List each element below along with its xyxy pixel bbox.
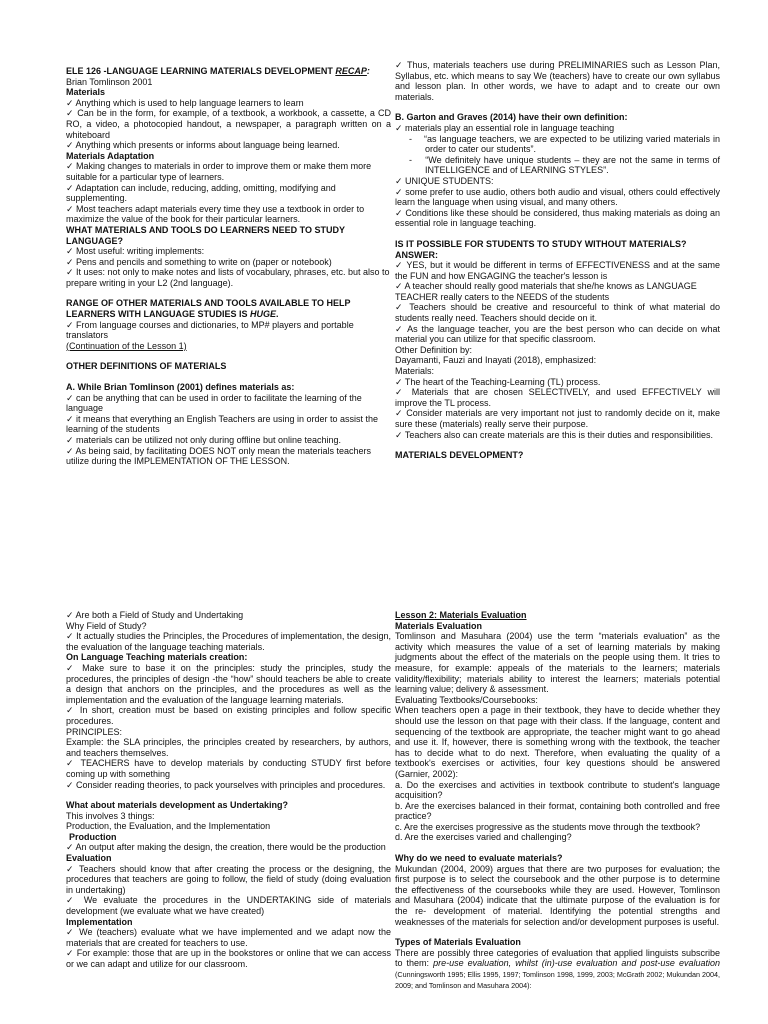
- bullet: ✓ Are both a Field of Study and Undertaking: [66, 610, 244, 620]
- bullet: ✓ Pens and pencils and something to write on (paper or notebook): [66, 256, 332, 267]
- range-heading-end: .: [276, 309, 279, 320]
- paragraph: Mukundan (2004, 2009) argues that there are two purposes for evaluation; the first purpose is to select the coursebook and the other purpose is to determine the effectiveness of the coursebooks while they are used. However, Tomlinson and Masuhara (2004) indicate that the ultimate purpose of the evaluation is for the re- development of material. Identifying the potential strengths and weaknesses of the materials for selection and/or development purposes is useful.: [395, 863, 720, 927]
- dash-item: - “as language teachers, we are expected to be utilizing varied materials in order to cater our students”.: [409, 133, 721, 155]
- bullet: ✓ A teacher should really good materials that she/he knows as LANGUAGE TEACHER really caters to the NEEDS of the students: [395, 281, 697, 302]
- column-top-left: [66, 66, 391, 467]
- subheading-production: Production: [69, 831, 117, 842]
- bullet: ✓ It actually studies the Principles, the Procedures of implementation, the design, the evaluation of the language teaching materials.: [66, 631, 391, 652]
- section-heading-tools: WHAT MATERIALS AND TOOLS DO LEARNERS NEED TO STUDY LANGUAGE?: [66, 224, 345, 246]
- bullet: ✓ Teachers should be creative and resourceful to think of what material do students really need. Teachers should decide on it.: [395, 302, 720, 324]
- section-heading-question: IS IT POSSIBLE FOR STUDENTS TO STUDY WITHOUT MATERIALS?: [395, 238, 687, 249]
- subsection-heading-garton: B. Garton and Graves (2014) have their own definition:: [395, 112, 628, 123]
- bullet: ✓ We (teachers) evaluate what we have implemented and we adapt now the materials that are created for teachers to use.: [66, 927, 391, 948]
- bullet: ✓ For example: those that are up in the bookstores or online that we can access or we can adapt and utilize for our classroom.: [66, 948, 391, 969]
- bullet: ✓ Teachers also can create materials are this is their duties and responsibilities.: [395, 429, 714, 440]
- bullet: ✓ Make sure to base it on the principles: study the principles, study the procedures, the principles of design -the “how” should teachers be able to create a design that anchors on the principles, and the procedures as well as the implementation and the evaluation of the language learning materials.: [66, 662, 391, 705]
- dash-item: - “We definitely have unique students – they are not the same in terms of INTELLIGENCE and of LEARNING STYLES”.: [409, 154, 720, 176]
- bullet: ✓ Most teachers adapt materials every time they use a textbook in order to maximize the value of the book for their particular learners.: [66, 203, 365, 225]
- text-line: Dayamanti, Fauzi and Inayati (2018), emphasized:: [395, 355, 597, 366]
- paragraph: [395, 948, 720, 990]
- section-heading-adaptation: Materials Adaptation: [66, 150, 155, 161]
- bullet: ✓ As being said, by facilitating DOES NOT only mean the materials teachers utilize during the IMPLEMENTATION OF THE LESSON.: [66, 445, 372, 467]
- types-text: There are possibly three categories of evaluation that applied linguists subscribe to them:: [395, 947, 720, 969]
- paragraph: When teachers open a page in their textbook, they have to decide whether they should use the lesson on that page with their class. If the language, content and sequencing of the textbook are appropriate, the teacher might want to go ahead and use it. If, however, there is something wrong with the textbook, the teacher has to decide what to do next. Therefore, when evaluating the quality of a textbook's exercises or activities, four key questions should be answered (Garnier, 2002):: [395, 705, 720, 779]
- subheading-evaluation: Evaluation: [66, 853, 112, 864]
- bullet: ✓ YES, but it would be different in terms of EFFECTIVENESS and at the same the FUN and how ENGAGING the teacher's lesson is: [395, 260, 720, 281]
- title-text: ELE 126 -LANGUAGE LEARNING MATERIALS DEVELOPMENT: [66, 66, 336, 76]
- bullet: ✓ materials can be utilized not only during offline but online teaching.: [66, 435, 342, 445]
- range-heading-text: RANGE OF OTHER MATERIALS AND TOOLS AVAILABLE TO HELP LEARNERS WITH LANGUAGE STUDIES IS: [66, 298, 351, 320]
- text-line: Production, the Evaluation, and the Implementation: [66, 821, 271, 832]
- continuation-note: (Continuation of the Lesson 1): [66, 340, 187, 351]
- author-line: Brian Tomlinson 2001: [66, 76, 153, 87]
- text-line: Materials:: [395, 366, 435, 377]
- bullet: ✓ Conditions like these should be considered, thus making materials as doing an essential role in language teaching.: [395, 207, 720, 229]
- bullet: ✓ some prefer to use audio, others both audio and visual, others could effectively learn the language when using visual, and many others.: [395, 186, 720, 208]
- bullet: ✓ As the language teacher, you are the best person who can decide on what material you can utilize for that specific classroom.: [395, 323, 720, 345]
- column-bottom-left: [66, 610, 391, 970]
- text-line: PRINCIPLES:: [66, 726, 123, 737]
- text-line: Evaluating Textbooks/Coursebooks:: [395, 694, 538, 705]
- bullet: ✓ Can be in the form, for example, of a textbook, a workbook, a cassette, a CD RO, a video, a photocopied handout, a newspaper, a paragraph written on a whiteboard: [66, 108, 391, 140]
- types-citations: (Cunningsworth 1995; Ellis 1995, 1997; Tomlinson 1998, 1999, 2003; McGrath 2002; Mukundan 2004, 2009; and Tomlinson and Masuhara 2004):: [395, 970, 720, 990]
- bullet: ✓ It uses: not only to make notes and lists of vocabulary, phrases, etc. but also to prepare writing in your L2 (2nd language).: [66, 267, 390, 288]
- question-item: d. Are the exercises varied and challenging?: [395, 832, 572, 843]
- question-item: b. Are the exercises balanced in their format, containing both controlled and free practice?: [395, 800, 720, 822]
- section-heading-other-definitions: OTHER DEFINITIONS OF MATERIALS: [66, 361, 227, 372]
- subheading-implementation: Implementation: [66, 916, 133, 927]
- bullet: ✓ The heart of the Teaching-Learning (TL) process.: [395, 376, 601, 387]
- bullet: ✓ In short, creation must be based on existing principles and follow specific procedures.: [66, 705, 391, 726]
- bullet: ✓ Teachers should know that after creating the process or the designing, the procedures that teachers are going to follow, the field of study (doing evaluation in undertaking): [66, 863, 391, 895]
- range-heading-huge: HUGE: [250, 309, 277, 320]
- answer-label: ANSWER:: [395, 249, 438, 260]
- bullet: ✓ Most useful: writing implements:: [66, 246, 205, 257]
- subsection-heading-tomlinson: A. While Brian Tomlinson (2001) defines materials as:: [66, 382, 295, 393]
- types-italic: pre-use evaluation, whilst (in)-use evaluation and post-use evaluation: [433, 958, 720, 969]
- section-heading-undertaking: What about materials development as Undertaking?: [66, 800, 289, 811]
- section-heading-materials-development: MATERIALS DEVELOPMENT?: [395, 450, 524, 461]
- text-line: This involves 3 things:: [66, 810, 155, 821]
- bullet: ✓ materials play an essential role in language teaching: [395, 122, 615, 133]
- section-heading-materials: Materials: [66, 87, 106, 98]
- section-heading-types: Types of Materials Evaluation: [395, 937, 521, 948]
- bullet: ✓ Thus, materials teachers use during PRELIMINARIES such as Lesson Plan, Syllabus, etc. which means to say We (teachers) have to create our own syllabus and lesson plan. In other words, we have to adapt and to create our own materials.: [395, 60, 720, 102]
- section-heading-why-evaluate: Why do we need to evaluate materials?: [395, 853, 563, 864]
- question-item: a. Do the exercises and activities in textbook contribute to student's language acquisition?: [395, 779, 720, 801]
- question-item: c. Are the exercises progressive as the students move through the textbook?: [395, 821, 701, 832]
- bullet: ✓ can be anything that can be used in order to facilitate the learning of the language: [66, 392, 362, 414]
- dash-item-text: “We definitely have unique students – they are not the same in terms of INTELLIGENCE and of LEARNING STYLES”.: [425, 154, 720, 176]
- bullet: ✓ Consider materials are very important not just to randomly decide on it, make sure these (materials) really serve their purpose.: [395, 408, 720, 429]
- column-top-right: [395, 60, 720, 461]
- section-heading-range: [66, 298, 391, 319]
- bullet: ✓ Anything which presents or informs about language being learned.: [66, 140, 340, 151]
- title-colon: :: [366, 66, 370, 76]
- bullet: ✓ From language courses and dictionaries, to MP# players and portable translators: [66, 319, 354, 341]
- section-heading-creation: On Language Teaching materials creation:: [66, 652, 248, 663]
- bullet: ✓ Materials that are chosen SELECTIVELY, and used EFFECTIVELY will improve the TL process.: [395, 387, 720, 408]
- section-heading-materials-evaluation: Materials Evaluation: [395, 620, 483, 631]
- bullet: ✓ UNIQUE STUDENTS:: [395, 175, 494, 186]
- dash-item-text: “as language teachers, we are expected to be utilizing varied materials in order to cater our students”.: [423, 133, 721, 155]
- document-title: [66, 66, 391, 77]
- bullet: ✓ Consider reading theories, to pack yourselves with principles and procedures.: [66, 779, 386, 790]
- text-line: Other Definition by:: [395, 344, 473, 355]
- bullet: ✓ We evaluate the procedures in the UNDERTAKING side of materials development (we evaluate what we have created): [66, 895, 391, 917]
- bullet: ✓ Making changes to materials in order to improve them or make them more suitable for a particular type of learners.: [66, 161, 372, 182]
- recap-label: RECAP: [335, 66, 367, 76]
- text-line: Why Field of Study?: [66, 620, 147, 631]
- column-bottom-right: [395, 610, 720, 990]
- bullet: ✓ Adaptation can include, reducing, adding, omitting, modifying and supplementing.: [66, 182, 336, 204]
- bullet: ✓ it means that everything an English Teachers are using in order to assist the learning of the students: [66, 413, 379, 435]
- lesson-title: Lesson 2: Materials Evaluation: [395, 610, 527, 620]
- bullet: ✓ TEACHERS have to develop materials by conducting STUDY first before coming up with something: [66, 758, 391, 779]
- text-line: Example: the SLA principles, the principles created by researchers, by authors, and teachers themselves.: [66, 737, 391, 758]
- bullet: ✓ Anything which is used to help language learners to learn: [66, 97, 304, 108]
- bullet: ✓ An output after making the design, the creation, there would be the production: [66, 842, 386, 853]
- paragraph: Tomlinson and Masuhara (2004) use the term “materials evaluation” as the activity which measures the value of a set of learning materials by making judgments about the effect of the materials on the people using them. It tries to measure, for example: appeals of the materials to the learners; materials validity/flexibility; materials ability to interest the learners; materials potential learning value; delivery & assessment.: [395, 631, 720, 695]
